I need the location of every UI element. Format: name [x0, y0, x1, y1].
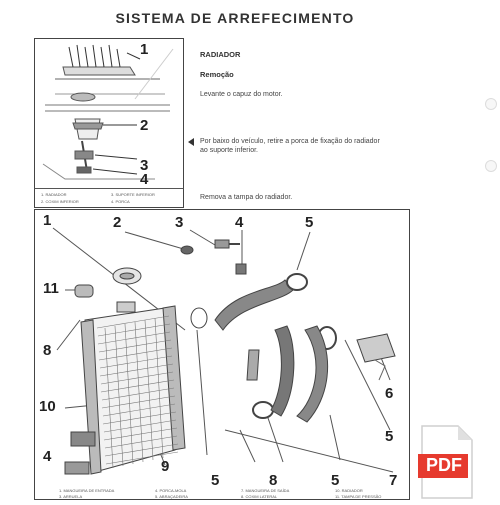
main-callout-6: 6 — [385, 385, 394, 402]
main-callout-5c: 5 — [211, 472, 220, 489]
step-marker-icon — [188, 138, 194, 146]
main-legend-item: 8. COXIM LATERAL — [241, 494, 278, 499]
step-2-line-2: ao suporte inferior. — [200, 147, 258, 154]
top-figure-legend — [34, 188, 184, 208]
main-legend-item: 5. ABRAÇADEIRA — [155, 494, 188, 499]
section-subheading: Remoção — [200, 70, 234, 79]
main-callout-3: 3 — [175, 214, 184, 231]
punch-hole-icon — [485, 160, 497, 172]
top-callout-3: 3 — [140, 157, 149, 174]
top-legend-item: 3. SUPORTE INFERIOR — [111, 192, 155, 197]
top-callout-1: 1 — [140, 41, 149, 58]
punch-hole-icon — [485, 98, 497, 110]
main-legend-item: 7. MANGUEIRA DE SAÍDA — [241, 488, 290, 493]
main-legend-item: 10. RADIADOR — [335, 488, 363, 493]
step-3-text: Remova a tampa do radiador. — [200, 194, 293, 201]
top-figure-frame — [34, 38, 184, 208]
step-1-text: Levante o capuz do motor. — [200, 91, 283, 98]
main-callout-4b: 4 — [43, 448, 52, 465]
main-callout-11: 11 — [43, 280, 59, 297]
main-legend-item: 4. PORCA-MOLA — [155, 488, 187, 493]
main-legend-item: 3. ARRUELA — [59, 494, 83, 499]
page-title: SISTEMA DE ARREFECIMENTO — [115, 10, 355, 26]
pdf-badge-label: PDF — [426, 455, 462, 475]
main-figure-illustration — [35, 210, 409, 499]
main-callout-2: 2 — [113, 214, 122, 231]
section-heading: RADIADOR — [200, 50, 241, 59]
main-legend-item: 1. MANGUEIRA DE ENTRADA — [59, 488, 115, 493]
main-callout-8a: 8 — [43, 342, 52, 359]
top-callout-2: 2 — [140, 117, 149, 134]
main-callout-5d: 5 — [331, 472, 340, 489]
main-callout-4: 4 — [235, 214, 244, 231]
main-callout-7: 7 — [389, 472, 398, 489]
main-callout-5a: 5 — [305, 214, 314, 231]
pdf-file-icon[interactable] — [418, 422, 476, 500]
main-figure-frame — [34, 209, 410, 500]
main-callout-1: 1 — [43, 212, 52, 229]
top-figure-illustration — [35, 39, 183, 189]
step-2-line-1: Por baixo do veículo, retire a porca de fixação do radiador — [200, 138, 380, 145]
main-callout-10: 10 — [39, 398, 56, 415]
top-legend-item: 2. COXIM INFERIOR — [41, 199, 79, 204]
top-legend-item: 1. RADIADOR — [41, 192, 67, 197]
main-callout-8b: 8 — [269, 472, 278, 489]
main-callout-5b: 5 — [385, 428, 394, 445]
main-legend-item: 11. TAMPA DE PRESSÃO — [335, 494, 382, 499]
top-legend-item: 4. PORCA — [111, 199, 130, 204]
main-callout-9: 9 — [161, 458, 170, 475]
top-callout-4: 4 — [140, 171, 149, 188]
